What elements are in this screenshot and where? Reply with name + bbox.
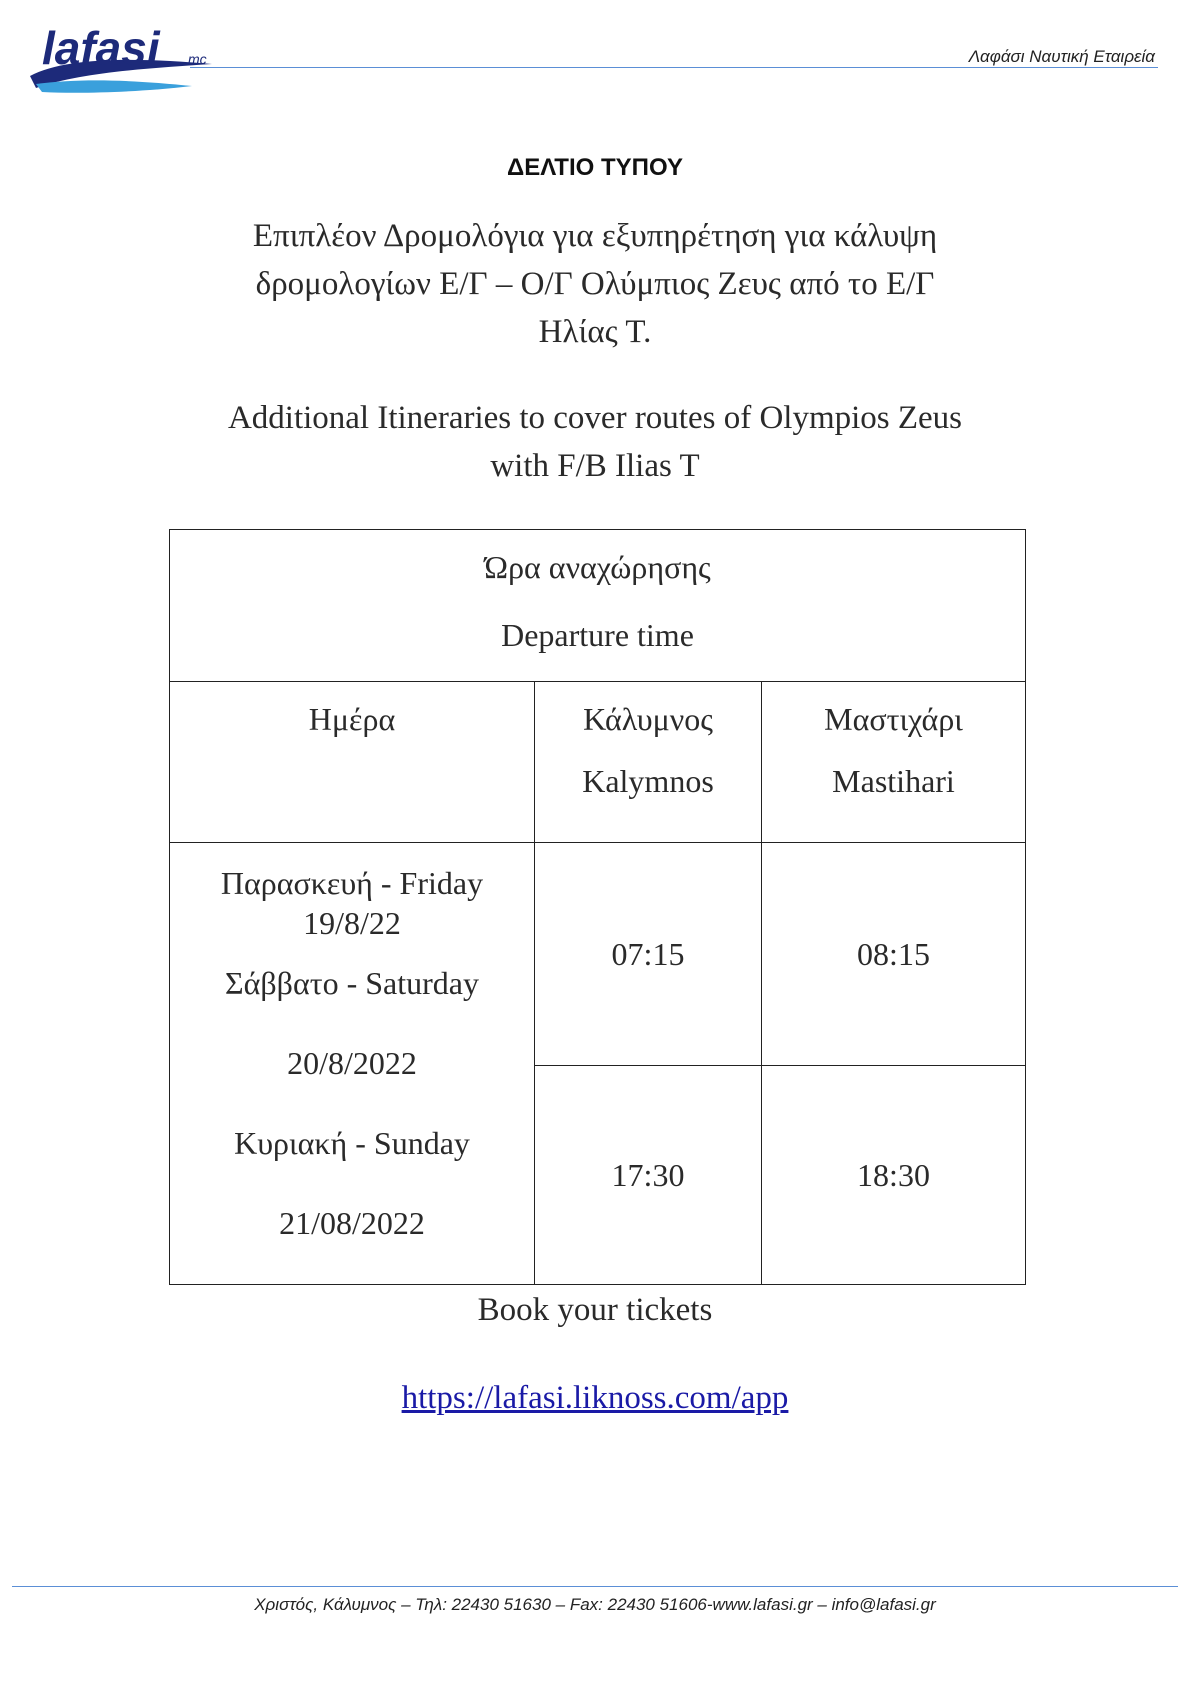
table-title-row: [170, 530, 1026, 682]
lafasi-logo: [22, 14, 222, 96]
headline-english-line: with F/B Ilias T: [490, 448, 700, 484]
day-label: Παρασκευή - Friday: [220, 865, 484, 901]
table-title-english: Departure time: [501, 617, 694, 653]
day-label: Σάββατο - Saturday: [225, 965, 479, 1001]
headline-greek-line: δρομολογίων Ε/Γ – Ο/Γ Ολύμπιος Ζευς από το Ε/Γ: [255, 266, 935, 302]
departure-time-kalymnos: 17:30: [535, 1066, 762, 1285]
departure-schedule-table: [169, 529, 1026, 1285]
footer-contact: Χριστός, Κάλυμνος – Τηλ: 22430 51630 – Fax: 22430 51606-www.lafasi.gr – info@lafasi.gr: [254, 1595, 936, 1614]
header-mastihari: [762, 682, 1026, 843]
days-cell: [170, 843, 535, 1285]
header-day-label: Ημέρα: [308, 701, 396, 737]
booking-link-wrapper: [0, 1380, 1190, 1417]
logo-wordmark: lafasi: [42, 22, 160, 74]
table-row: [170, 843, 1026, 1066]
press-release-title: ΔΕΛΤΙΟ ΤΥΠΟΥ: [507, 154, 683, 181]
table-title-cell: [170, 530, 1026, 682]
footer-rule: [12, 1586, 1178, 1587]
day-date: 20/8/2022: [287, 1045, 417, 1081]
table-title-greek: Ώρα αναχώρησης: [484, 549, 711, 585]
headline-english-line: Additional Itineraries to cover routes of Olympios Zeus: [227, 400, 963, 436]
header-day: [170, 682, 535, 843]
day-date: 21/08/2022: [279, 1205, 425, 1241]
day-date: 19/8/22: [303, 905, 401, 941]
headline-greek: [170, 212, 1020, 356]
headline-english: [170, 394, 1020, 490]
departure-time-mastihari: 08:15: [762, 843, 1026, 1066]
table-header-row: [170, 682, 1026, 843]
header-mastihari-greek: Μαστιχάρι: [824, 701, 963, 737]
day-label: Κυριακή - Sunday: [234, 1125, 470, 1161]
header-kalymnos: [535, 682, 762, 843]
header-mastihari-english: Mastihari: [832, 763, 955, 799]
logo-suffix: mc: [188, 51, 207, 67]
booking-link[interactable]: https://lafasi.liknoss.com/app: [401, 1380, 789, 1416]
header-kalymnos-english: Kalymnos: [582, 763, 714, 799]
book-tickets-text: Book your tickets: [477, 1292, 713, 1328]
headline-greek-line: Επιπλέον Δρομολόγια για εξυπηρέτηση για κάλυψη: [252, 218, 938, 254]
departure-time-kalymnos: 07:15: [535, 843, 762, 1066]
header-rule: [190, 67, 1158, 68]
header-kalymnos-greek: Κάλυμνος: [583, 701, 713, 737]
departure-time-mastihari: 18:30: [762, 1066, 1026, 1285]
company-tag: Λαφάσι Ναυτική Εταιρεία: [968, 47, 1155, 66]
headline-greek-line: Ηλίας Τ.: [538, 314, 652, 350]
